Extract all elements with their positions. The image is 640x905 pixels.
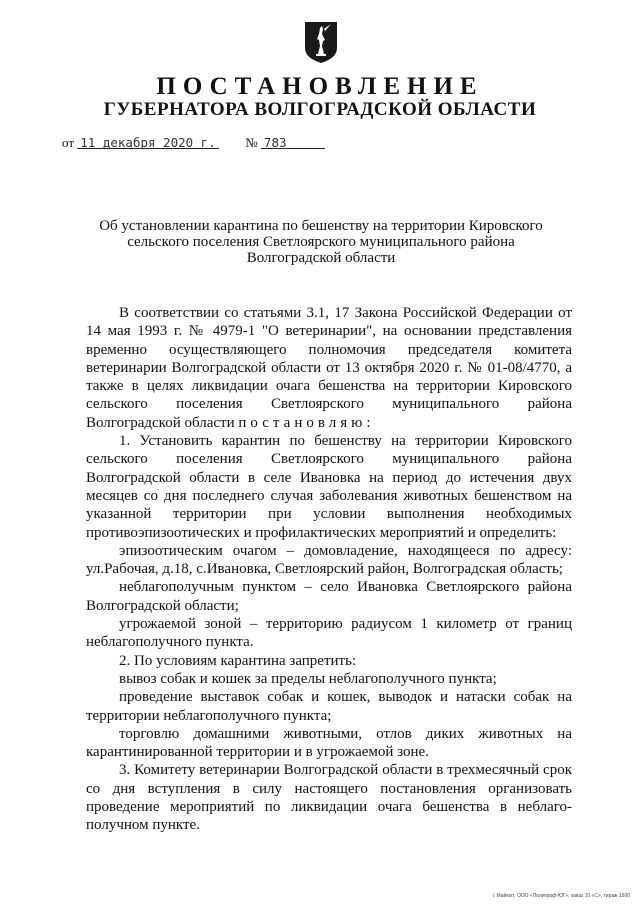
body-paragraph: 1. Установить карантин по бешенству на территории Кировского сельского поселения Светлоярского муниципального района Волгоградской области в селе Ивановка на период до истечения двух месяцев со дня последнего случая заболевания животных бешенством на указанной территории при условии выполнения необходимых противоэпизоотических и профилактических мероприятий и определить: — [86, 433, 572, 541]
preamble-paragraph — [86, 304, 572, 432]
document-title: ПОСТАНОВЛЕНИЕ — [156, 73, 484, 100]
body-paragraph: торговлю домашними животными, отлов диких животных на карантинированной территории и в угрожаемой зоне. — [86, 725, 572, 761]
number-label: № — [245, 135, 258, 150]
document-subject: Об установлении карантина по бешенству на территории Кировского сельского поселения Светлоярского муниципального района Волгоградской области — [99, 218, 543, 266]
number-value: 783 — [263, 135, 287, 150]
preamble-text: В соответствии со статьями 3.1, 17 Закона Российской Федерации от 14 мая 1993 г. № 4979-1 "О ветеринарии", на основании представления временно осуществляющего полномочия председателя комитета ветеринарии Волгоградской области от 13 октября 2020 г. № 01-08/4770, а также в целях ликвидации очага бешенства на территории Кировского сельского поселения Светлоярского муниципального района Волгоградской области — [86, 305, 572, 431]
body-paragraph: эпизоотическим очагом – домовладение, находящееся по адресу: ул.Рабочая, д.18, с.Ивановка, Светлоярский район, Волгоградская область; — [86, 542, 572, 578]
body-paragraph: вывоз собак и кошек за пределы неблагополучного пункта; — [119, 670, 497, 687]
document-meta — [62, 134, 325, 152]
body-paragraph: проведение выставок собак и кошек, выводок и натаски собак на территории неблагополучного пункта; — [86, 689, 572, 724]
date-value: 11 декабря 2020 г. — [80, 135, 216, 150]
decree-word: постановляю: — [238, 414, 375, 431]
body-paragraph: угрожаемой зоной – территорию радиусом 1 километр от границ неблагополучного пункта. — [86, 616, 572, 651]
volgograd-coat-of-arms-icon — [303, 20, 339, 64]
document-issuer: ГУБЕРНАТОРА ВОЛГОГРАДСКОЙ ОБЛАСТИ — [103, 99, 537, 120]
date-field — [77, 134, 219, 149]
print-footer: г. Майкоп, ООО «Полиграф-ЮГ», заказ 10 «С», тираж 1500 — [492, 893, 630, 899]
body-paragraph: 2. По условиям карантина запретить: — [119, 652, 357, 669]
body-paragraph: 3. Комитету ветеринарии Волгоградской области в трехмесячный срок со дня вступления в силу настоящего постановления организовать проведение мероприятий по ликвидации очага бешенства в неблаго-получном пункте. — [86, 762, 572, 834]
body-paragraph: неблагополучным пунктом – село Ивановка Светлоярского района Волгоградской области; — [86, 579, 572, 614]
date-label: от — [62, 135, 75, 150]
document-body — [86, 304, 572, 835]
number-field — [261, 134, 325, 149]
